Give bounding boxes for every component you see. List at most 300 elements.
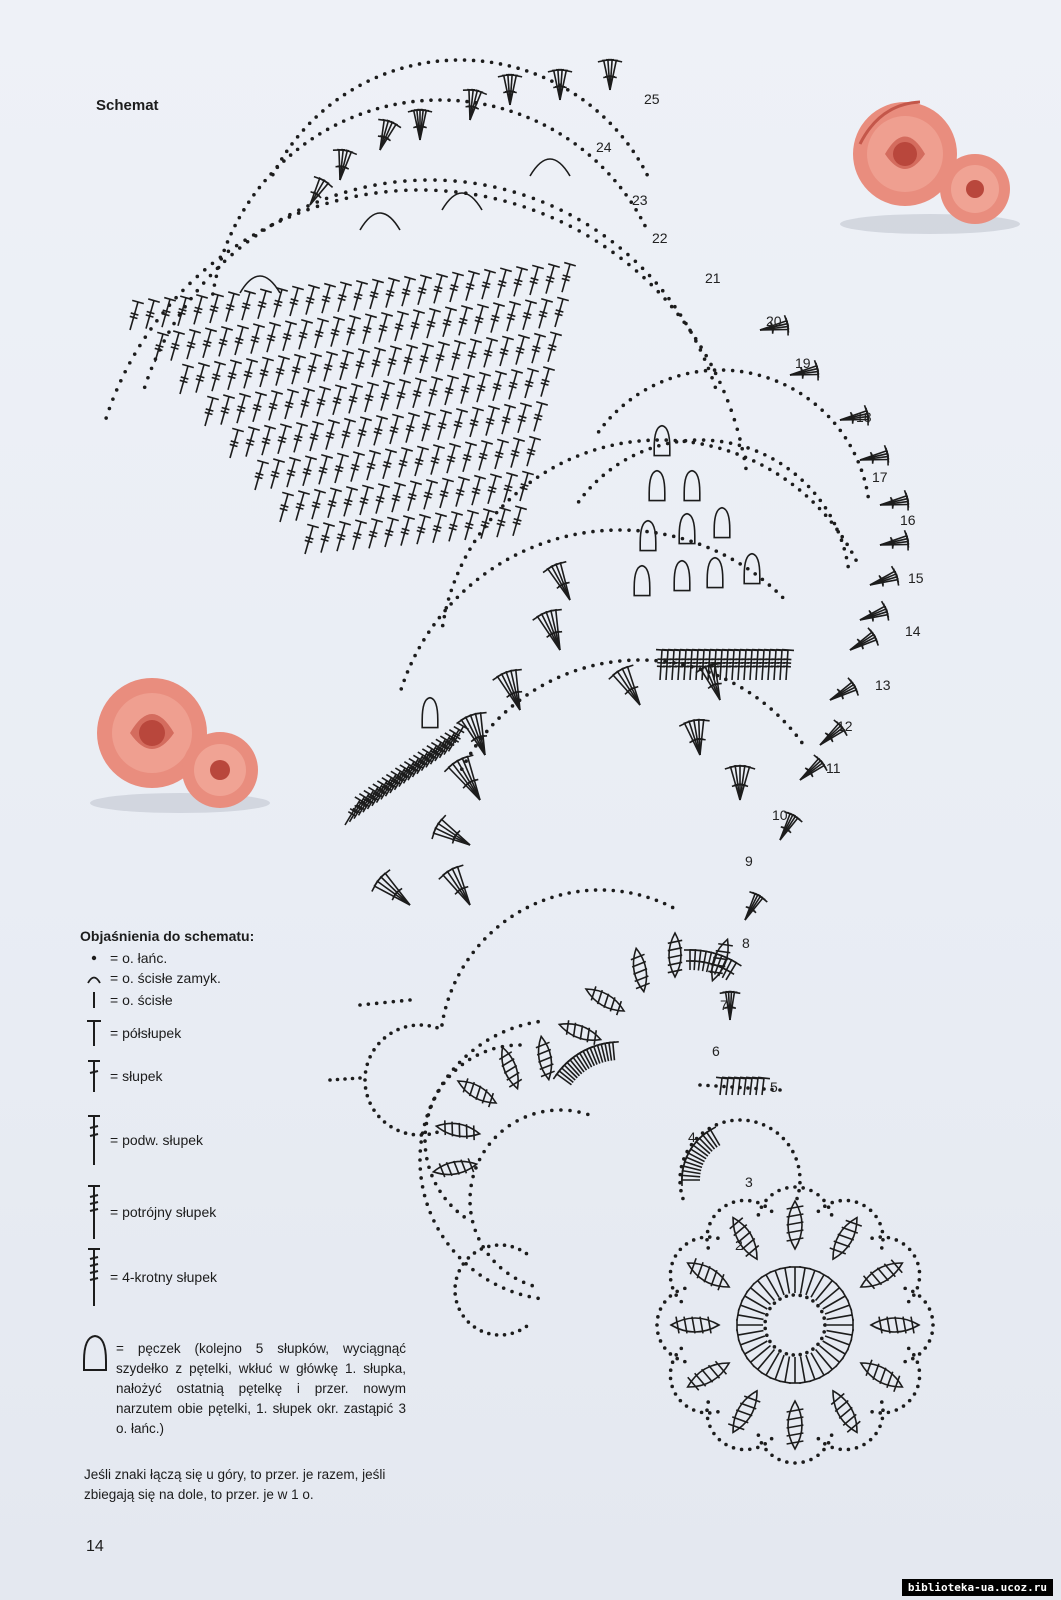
stitch-mark bbox=[698, 951, 700, 971]
chain-dot bbox=[674, 1254, 678, 1258]
chain-dot bbox=[425, 1122, 429, 1126]
stitch-bar bbox=[146, 315, 154, 317]
stitch-top bbox=[728, 991, 740, 993]
chain-dot bbox=[611, 240, 615, 244]
chain-dot bbox=[478, 1158, 482, 1162]
chain-dot bbox=[700, 442, 704, 446]
chain-dot bbox=[372, 1108, 376, 1112]
chain-dot bbox=[222, 249, 226, 253]
chain-dot bbox=[565, 672, 569, 676]
petal-mark bbox=[557, 1018, 603, 1047]
chain-dot bbox=[778, 1297, 782, 1301]
chain-dot bbox=[902, 1404, 906, 1408]
chain-dot bbox=[490, 567, 494, 571]
chain-dot bbox=[591, 664, 595, 668]
chain-dot bbox=[912, 1353, 916, 1357]
page-title: Schemat bbox=[96, 97, 159, 114]
chain-dot bbox=[805, 1351, 809, 1355]
chain-dot bbox=[445, 59, 449, 63]
petal-mark bbox=[435, 1119, 481, 1141]
chain-dot bbox=[619, 442, 623, 446]
chain-dot bbox=[526, 906, 530, 910]
stitch-bar bbox=[350, 396, 358, 398]
chain-dot bbox=[634, 208, 638, 212]
stitch-bar bbox=[256, 473, 264, 475]
chain-dot bbox=[881, 1230, 885, 1234]
stitch-bar bbox=[260, 373, 268, 375]
stitch-mark bbox=[666, 650, 668, 680]
stitch-bar bbox=[519, 416, 527, 418]
stitch-bar bbox=[276, 372, 284, 374]
stitch-bar bbox=[259, 302, 267, 304]
stitch-bar bbox=[479, 457, 487, 459]
petal-mark bbox=[671, 1317, 719, 1334]
chain-dot bbox=[763, 453, 767, 457]
stitch-mark bbox=[720, 650, 722, 680]
chain-dot bbox=[729, 408, 733, 412]
chain-dot bbox=[752, 459, 756, 463]
chain-dot bbox=[627, 659, 631, 663]
stitch-bar bbox=[504, 489, 512, 491]
chain-dot bbox=[685, 1242, 689, 1246]
chain-dot bbox=[421, 1185, 425, 1189]
stitch-bar bbox=[532, 350, 540, 352]
stitch-bar bbox=[402, 529, 410, 531]
chain-dot bbox=[911, 1357, 915, 1361]
chain-dot bbox=[211, 292, 215, 296]
stitch-bar bbox=[535, 414, 543, 416]
chain-dot bbox=[724, 1204, 728, 1208]
chain-dot bbox=[794, 1157, 798, 1161]
chain-dot bbox=[453, 179, 457, 183]
stitch-bar bbox=[396, 324, 404, 326]
chain-dot bbox=[478, 1273, 482, 1277]
roses-decoration-left bbox=[80, 665, 280, 825]
chain-dot bbox=[887, 1411, 891, 1415]
petal-mark bbox=[683, 1256, 733, 1295]
chain-dot bbox=[785, 1294, 789, 1298]
stitch-bar bbox=[227, 305, 235, 307]
chain-dot bbox=[434, 1182, 438, 1186]
chain-dot bbox=[510, 1027, 514, 1031]
chain-dot bbox=[188, 282, 192, 286]
chain-dot bbox=[488, 1142, 492, 1146]
chain-dot bbox=[568, 213, 572, 217]
chain-dot bbox=[532, 208, 536, 212]
stitch-mark bbox=[786, 650, 788, 680]
chain-dot bbox=[638, 893, 642, 897]
stitch-bar bbox=[508, 314, 516, 316]
chain-dot bbox=[519, 1024, 523, 1028]
chain-dot bbox=[724, 678, 728, 682]
stitch-bar bbox=[391, 427, 399, 429]
stitch-bar bbox=[325, 364, 333, 366]
chain-dot bbox=[822, 1330, 826, 1334]
chain-dot bbox=[513, 202, 517, 206]
chain-dot bbox=[577, 218, 581, 222]
legend-item-label: = 4-krotny słupek bbox=[110, 1269, 217, 1285]
stitch-bar bbox=[288, 470, 296, 472]
chain-dot bbox=[534, 902, 538, 906]
chain-dot bbox=[916, 1286, 920, 1290]
chain-dot bbox=[522, 193, 526, 197]
chain-dot bbox=[174, 296, 178, 300]
chain-dot bbox=[645, 173, 649, 177]
single-crochet-icon bbox=[80, 990, 108, 1010]
chain-dot bbox=[648, 447, 652, 451]
chain-dot bbox=[619, 186, 623, 190]
chain-dot bbox=[437, 1089, 441, 1093]
petal-hatch bbox=[787, 1409, 804, 1412]
chain-dot bbox=[669, 1352, 673, 1356]
stitch-bar bbox=[527, 453, 535, 455]
chain-dot bbox=[609, 660, 613, 664]
chain-dot bbox=[641, 267, 645, 271]
round-number-label: 7 bbox=[720, 997, 728, 1013]
chain-dot bbox=[700, 1411, 704, 1415]
chain-dot bbox=[494, 197, 498, 201]
chain-dot bbox=[793, 1461, 797, 1465]
stitch-bar bbox=[359, 430, 367, 432]
stitch-bar bbox=[343, 431, 351, 433]
petal-outline bbox=[583, 984, 627, 1016]
stitch-mark bbox=[756, 650, 758, 680]
stitch-mark bbox=[694, 950, 695, 970]
stitch-bar bbox=[292, 371, 300, 373]
stitch-bar bbox=[361, 498, 369, 500]
chain-dot bbox=[636, 658, 640, 662]
stitch-bar bbox=[402, 293, 410, 295]
stitch-bar bbox=[329, 501, 337, 503]
stitch-bar bbox=[429, 393, 437, 395]
chain-dot bbox=[679, 313, 683, 317]
chain-dot bbox=[880, 1246, 884, 1250]
chain-dot bbox=[567, 891, 571, 895]
chain-dot bbox=[699, 348, 703, 352]
chain-dot bbox=[438, 616, 442, 620]
stitch-bar bbox=[783, 659, 791, 660]
stitch-bar bbox=[156, 345, 164, 347]
chain-dot bbox=[483, 937, 487, 941]
chain-dot bbox=[446, 997, 450, 1001]
chain-dot bbox=[669, 1278, 673, 1282]
chain-dot bbox=[365, 1062, 369, 1066]
chain-dot bbox=[550, 204, 554, 208]
chain-dot bbox=[167, 330, 171, 334]
chain-dot bbox=[816, 1304, 820, 1308]
chain-dot bbox=[830, 1213, 834, 1217]
chain-dot bbox=[247, 200, 251, 204]
stitch-bar bbox=[525, 384, 533, 386]
chain-dot bbox=[675, 1357, 679, 1361]
petal-hatch bbox=[709, 1364, 720, 1380]
stitch-bar bbox=[312, 506, 320, 508]
chain-dot bbox=[411, 100, 415, 104]
stitch-bar bbox=[438, 426, 446, 428]
stitch-bar bbox=[534, 418, 542, 420]
chain-dot bbox=[536, 475, 540, 479]
stitch-bar bbox=[509, 386, 517, 388]
chain-dot bbox=[383, 1120, 387, 1124]
chain-dot bbox=[732, 682, 736, 686]
chain-dot bbox=[404, 1025, 408, 1029]
stitch-bar bbox=[460, 318, 468, 320]
petal-hatch bbox=[787, 1425, 804, 1428]
chain-dot bbox=[495, 1333, 499, 1337]
stitch-bar bbox=[487, 419, 495, 421]
chain-dot bbox=[648, 274, 652, 278]
stitch-bar bbox=[370, 531, 378, 533]
chain-dot bbox=[468, 547, 472, 551]
stitch-bar bbox=[503, 417, 511, 419]
chain-dot bbox=[128, 361, 132, 365]
chain-dot bbox=[769, 1127, 773, 1131]
chain-dot bbox=[809, 1189, 813, 1193]
stitch-bar bbox=[261, 370, 269, 372]
stitch-bar bbox=[299, 336, 307, 338]
chain-dot bbox=[753, 572, 757, 576]
chain-dot bbox=[238, 216, 242, 220]
stitch-bar bbox=[337, 538, 345, 540]
stitch-bar bbox=[481, 525, 489, 527]
chain-dot bbox=[613, 179, 617, 183]
chain-dot bbox=[744, 467, 748, 471]
chain-dot bbox=[588, 103, 592, 107]
chain-dot bbox=[594, 228, 598, 232]
chain-dot bbox=[433, 1097, 437, 1101]
chain-dot bbox=[422, 638, 426, 642]
chain-dot bbox=[551, 466, 555, 470]
stitch-bar bbox=[441, 491, 449, 493]
half-double-icon bbox=[80, 1018, 108, 1048]
chain-dot bbox=[527, 1022, 531, 1026]
chain-dot bbox=[703, 357, 707, 361]
chain-dot bbox=[436, 1227, 440, 1231]
chain-dot bbox=[108, 407, 112, 411]
chain-dot bbox=[827, 1205, 831, 1209]
chain-dot bbox=[746, 567, 750, 571]
chain-dot bbox=[402, 679, 406, 683]
petal-hatch bbox=[879, 1317, 882, 1334]
chain-dot bbox=[429, 98, 433, 102]
stitch-bar bbox=[393, 495, 401, 497]
chain-dot bbox=[467, 1320, 471, 1324]
stitch-bar bbox=[539, 315, 547, 317]
chain-dot bbox=[497, 716, 501, 720]
chain-dot bbox=[773, 1345, 777, 1349]
chain-dot bbox=[798, 1181, 802, 1185]
chain-dot bbox=[781, 596, 785, 600]
chain-dot bbox=[611, 889, 615, 893]
stitch-bar bbox=[270, 403, 278, 405]
chain-dot bbox=[656, 1315, 660, 1319]
chain-dot bbox=[586, 234, 590, 238]
chain-dot bbox=[480, 1247, 484, 1251]
chain-dot bbox=[646, 439, 650, 443]
stitch-bar bbox=[530, 281, 538, 283]
stitch-bar bbox=[408, 497, 416, 499]
chain-dot bbox=[506, 558, 510, 562]
chain-dot bbox=[354, 194, 358, 198]
chain-dot bbox=[838, 1447, 842, 1451]
chain-dot bbox=[449, 602, 453, 606]
chain-dot bbox=[854, 558, 858, 562]
chain-dot bbox=[860, 468, 864, 472]
chain-dot bbox=[419, 1176, 423, 1180]
stitch-bar bbox=[499, 281, 507, 283]
petal-hatch bbox=[540, 1071, 555, 1076]
chain-dot bbox=[631, 150, 635, 154]
chain-dot bbox=[795, 1197, 799, 1201]
chain-dot bbox=[639, 216, 643, 220]
stitch-mark bbox=[762, 650, 764, 680]
legend-item-label: = o. ścisłe zamyk. bbox=[110, 970, 221, 986]
chain-dot bbox=[471, 951, 475, 955]
chain-dot bbox=[518, 698, 522, 702]
chain-dot bbox=[878, 1235, 882, 1239]
chain-dot bbox=[655, 898, 659, 902]
chain-dot bbox=[486, 1038, 490, 1042]
chain-dot bbox=[494, 1034, 498, 1038]
chain-dot bbox=[726, 399, 730, 403]
round-number-label: 12 bbox=[837, 718, 853, 734]
chain-dot bbox=[549, 679, 553, 683]
chain-dot bbox=[374, 191, 378, 195]
chain-dot bbox=[789, 726, 793, 730]
chain-dot bbox=[358, 1003, 362, 1007]
petal-hatch bbox=[895, 1317, 898, 1334]
chain-dot bbox=[233, 224, 237, 228]
chain-dot bbox=[468, 1202, 472, 1206]
stitch-bar bbox=[204, 341, 212, 343]
stitch-bar bbox=[269, 407, 277, 409]
chain-dot bbox=[202, 281, 206, 285]
stitch-mark bbox=[726, 963, 736, 980]
stitch-bar bbox=[496, 452, 504, 454]
chain-dot bbox=[557, 675, 561, 679]
stitch-bar bbox=[542, 380, 550, 382]
chain-dot bbox=[568, 1109, 572, 1113]
stitch-bar bbox=[212, 378, 220, 380]
chain-dot bbox=[758, 373, 762, 377]
chain-dot bbox=[429, 1105, 433, 1109]
chain-dot bbox=[525, 1325, 529, 1329]
stitch-bar bbox=[147, 312, 155, 314]
stitch-bar bbox=[433, 529, 441, 531]
stitch-bar bbox=[533, 346, 541, 348]
chain-dot bbox=[509, 1044, 513, 1048]
stitch-mark bbox=[702, 650, 704, 680]
petal-outline bbox=[827, 1387, 863, 1436]
chain-dot bbox=[716, 1236, 720, 1240]
chain-dot bbox=[425, 1202, 429, 1206]
stitch-bar bbox=[369, 535, 377, 537]
chain-dot bbox=[581, 98, 585, 102]
chain-dot bbox=[768, 468, 772, 472]
bundle-description: = pęczek (kolejno 5 słupków, wyciągnąć szydełko z pętelki, wkłuć w główkę 1. słupka, nałożyć ostatnią pętelkę i przer. nowym narzutem obie pętelki, 1. słupek okr. zastąpić 3 o. łańc.) bbox=[116, 1341, 406, 1436]
stitch-bar bbox=[451, 285, 459, 287]
chain-dot bbox=[645, 658, 649, 662]
stitch-bar bbox=[277, 369, 285, 371]
chain-dot bbox=[588, 486, 592, 490]
chain-dot bbox=[515, 1119, 519, 1123]
stitch-bar bbox=[352, 465, 360, 467]
chain-dot bbox=[847, 1448, 851, 1452]
petal-hatch bbox=[877, 1266, 888, 1282]
chain-dot bbox=[722, 1085, 726, 1089]
stitch-bar bbox=[494, 384, 502, 386]
stitch-bar bbox=[328, 504, 336, 506]
chain-dot bbox=[634, 260, 638, 264]
stitch-bar bbox=[495, 455, 503, 457]
stitch-bar bbox=[493, 387, 501, 389]
chain-dot bbox=[461, 1262, 465, 1266]
legend-item-label: = o. ścisłe bbox=[110, 992, 173, 1008]
chain-dot bbox=[494, 1136, 498, 1140]
petal-mark bbox=[683, 1356, 733, 1395]
stitch-bar bbox=[320, 467, 328, 469]
chain-dot bbox=[881, 1238, 885, 1242]
stitch-bar bbox=[467, 284, 475, 286]
chain-dot bbox=[718, 1209, 722, 1213]
stitch-bar bbox=[235, 341, 243, 343]
stitch-bar bbox=[486, 422, 494, 424]
chain-dot bbox=[735, 427, 739, 431]
chain-dot bbox=[444, 1006, 448, 1010]
stitch-bar bbox=[491, 319, 499, 321]
chain-dot bbox=[811, 1347, 815, 1351]
chain-dot bbox=[770, 1437, 774, 1441]
chain-dot bbox=[585, 889, 589, 893]
chain-dot bbox=[464, 759, 468, 763]
chain-dot bbox=[760, 463, 764, 467]
chain-dot bbox=[908, 1399, 912, 1403]
chain-dot bbox=[498, 562, 502, 566]
chain-dot bbox=[621, 404, 625, 408]
stitch-bar bbox=[465, 526, 473, 528]
chain-dot bbox=[862, 477, 866, 481]
chain-dot bbox=[595, 480, 599, 484]
chain-dot bbox=[508, 64, 512, 68]
stitch-bar bbox=[484, 354, 492, 356]
chain-dot bbox=[798, 1294, 802, 1298]
stitch-bar bbox=[364, 327, 372, 329]
chain-dot bbox=[383, 72, 387, 76]
chain-dot bbox=[453, 1284, 457, 1288]
stitch-bar bbox=[514, 283, 522, 285]
stitch-bar bbox=[195, 307, 203, 309]
chain-dot bbox=[603, 888, 607, 892]
petal-mark bbox=[454, 1075, 499, 1109]
stitch-bar bbox=[323, 296, 331, 298]
chain-dot bbox=[489, 518, 493, 522]
chain-dot bbox=[343, 93, 347, 97]
petal-outline bbox=[684, 1257, 733, 1293]
chain-dot bbox=[722, 1120, 726, 1124]
chain-dot bbox=[453, 580, 457, 584]
chain-dot bbox=[643, 224, 647, 228]
chain-dot bbox=[611, 251, 615, 255]
round-number-label: 2 bbox=[735, 1237, 743, 1253]
chain-dot bbox=[443, 179, 447, 183]
chain-dot bbox=[501, 1045, 505, 1049]
chain-dot bbox=[690, 665, 694, 669]
stitch-mark bbox=[726, 1078, 728, 1095]
chain-dot bbox=[718, 1438, 722, 1442]
chain-dot bbox=[518, 1248, 522, 1252]
chain-dot bbox=[514, 492, 518, 496]
chain-dot bbox=[755, 696, 759, 700]
